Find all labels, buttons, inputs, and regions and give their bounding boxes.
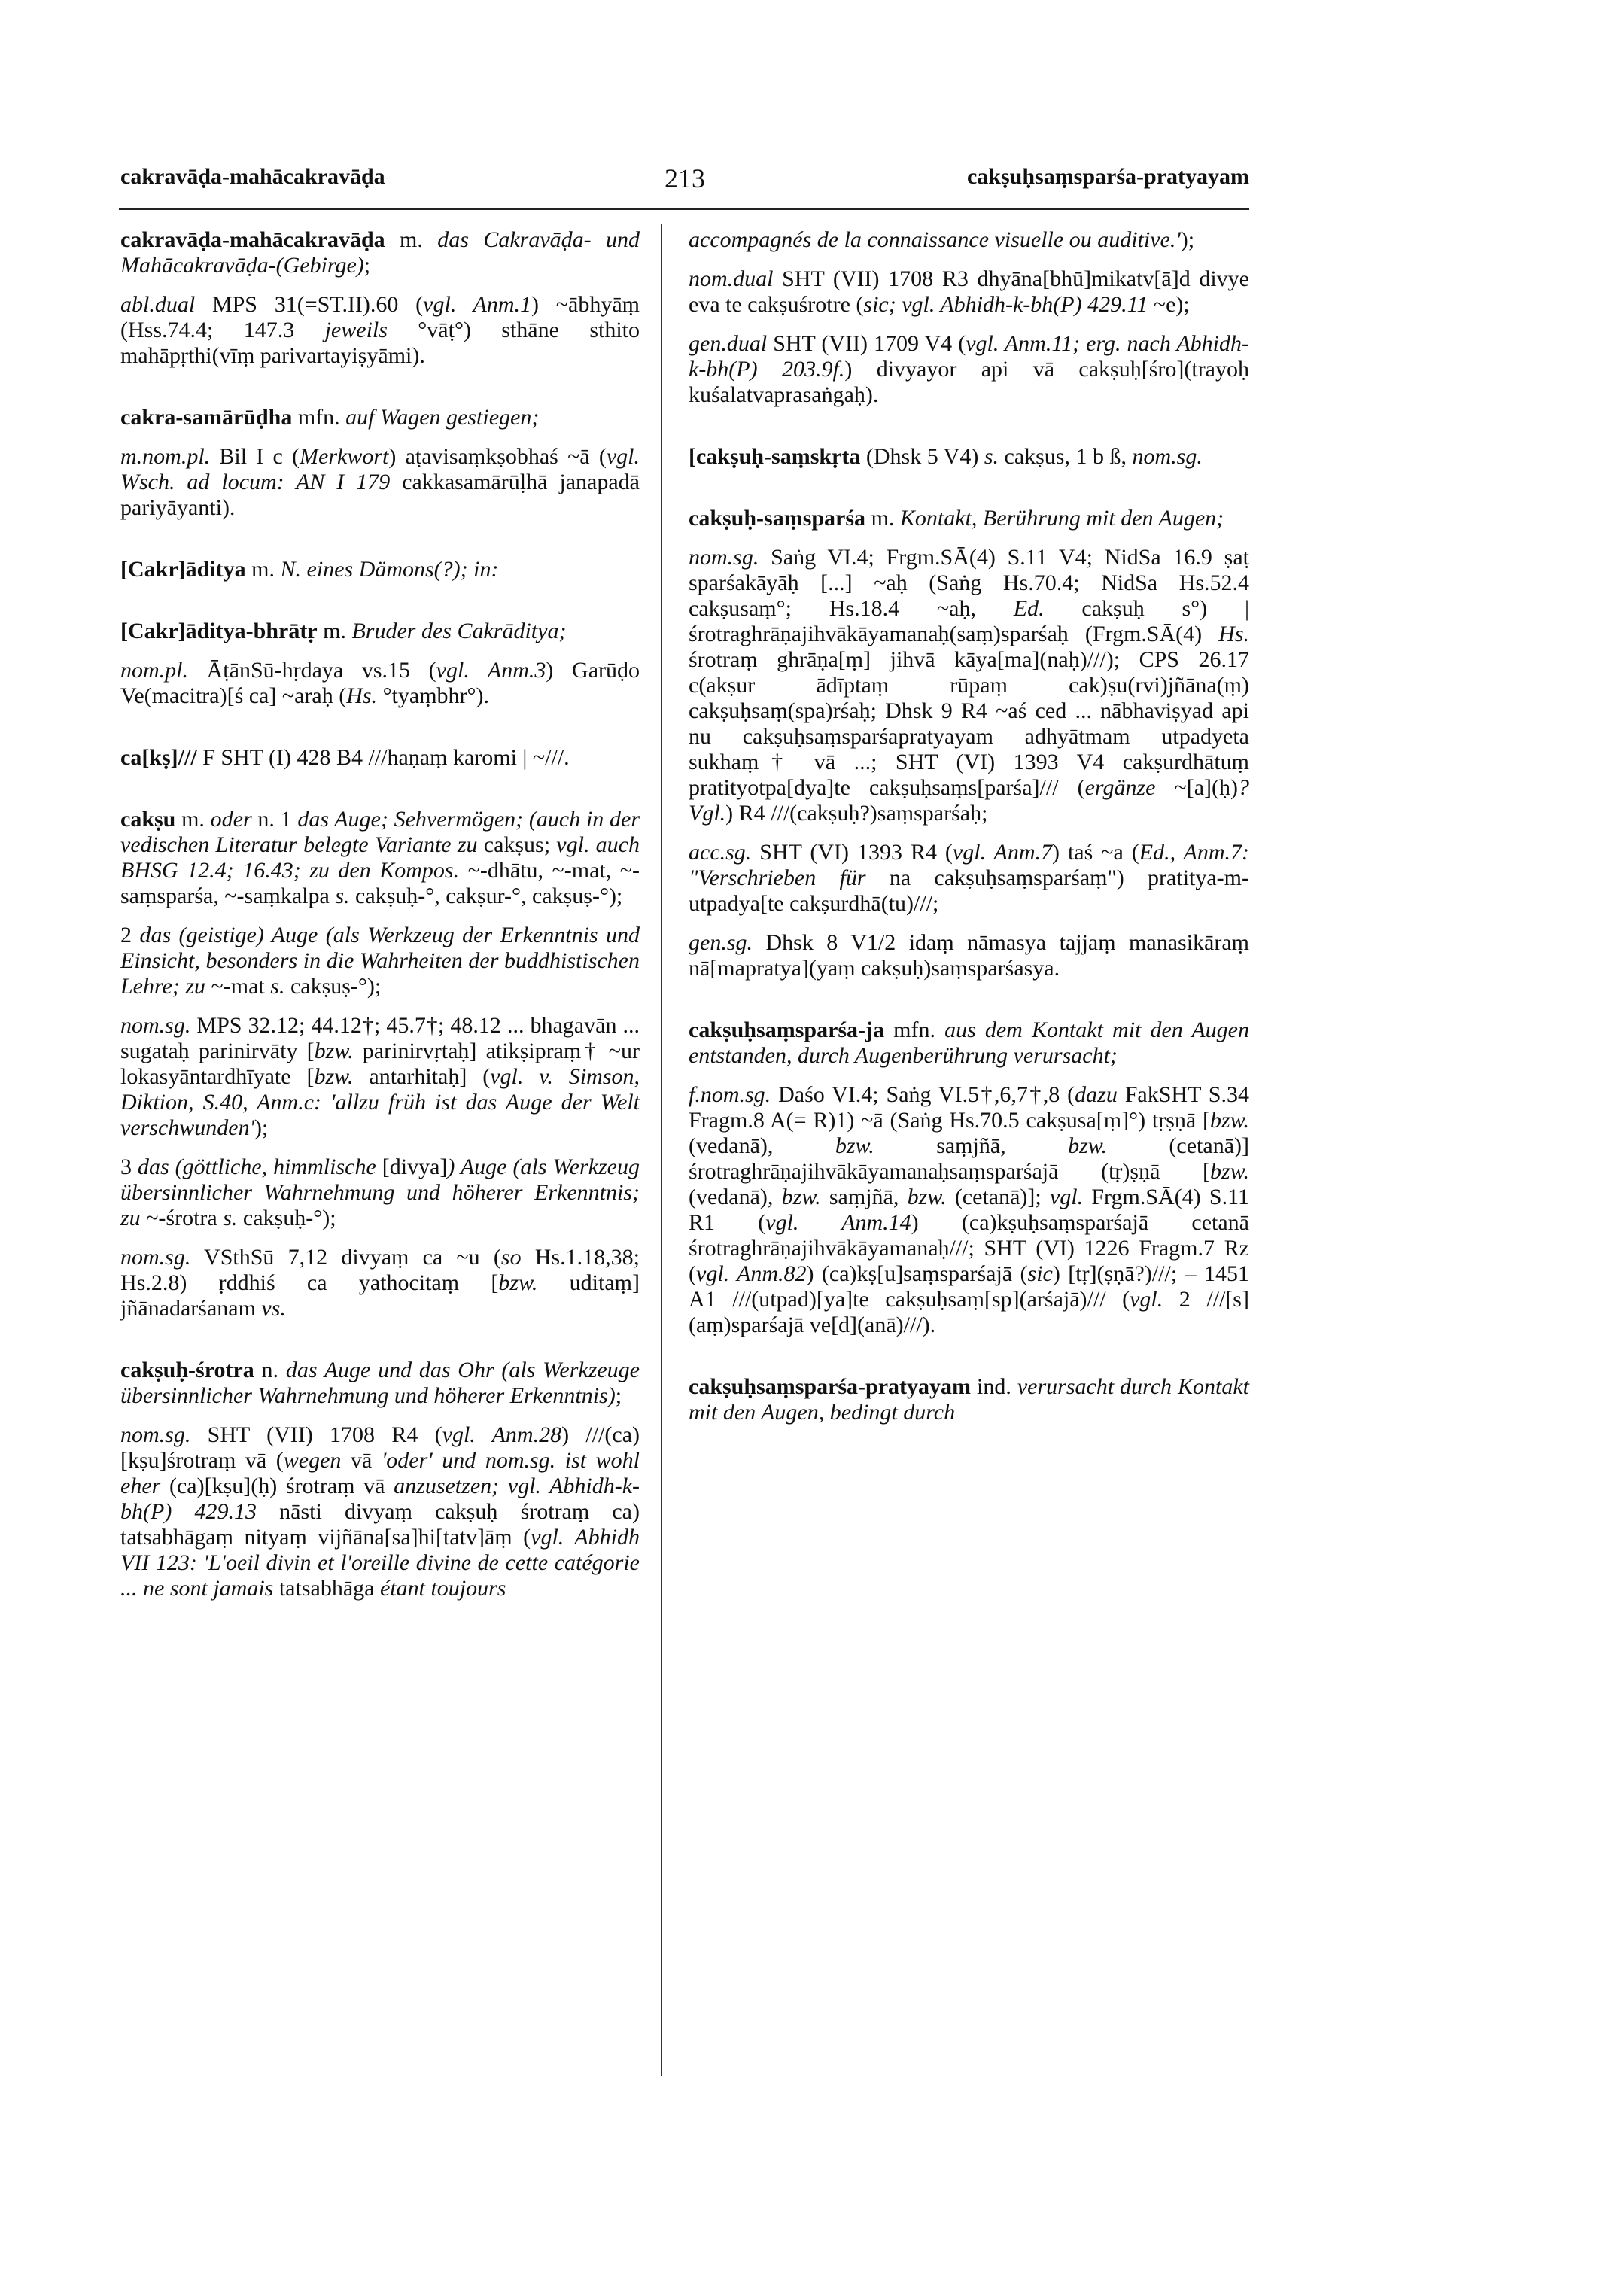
text-run: nāsti divyaṃ cakṣuḥ śrotraṃ ca) tatsabhāgaṃ nityaṃ vijñāna[sa]hi[tatv]āṃ ( — [120, 1499, 640, 1550]
text-run: n. — [254, 1358, 286, 1382]
entry-citation — [120, 658, 640, 709]
italic-gloss: sic; vgl. Abhidh-k-bh(P) 429.11 — [863, 292, 1148, 317]
text-run: ); — [1180, 227, 1195, 252]
dictionary-entry — [689, 227, 1249, 408]
text-run: (cetanā)] śrotraghrāṇajihvākāyamanaḥsaṃsparśajā (tṛ)ṣṇā [ — [689, 1133, 1249, 1184]
italic-gloss: vs. — [261, 1296, 286, 1321]
italic-gloss: nom.sg. — [120, 1013, 191, 1038]
text-run: ) (ca)kṣ[u]saṃsparśajā ( — [806, 1261, 1028, 1286]
italic-gloss: nom.pl. — [120, 658, 188, 683]
italic-gloss: bzw. — [498, 1270, 538, 1295]
text-run: mfn. — [292, 405, 346, 430]
italic-gloss: acc.sg. — [689, 840, 752, 865]
text-run: ~-śrotra — [140, 1206, 224, 1230]
entry-lemma-line — [120, 619, 640, 644]
italic-gloss: vgl. Anm.28 — [442, 1422, 562, 1447]
text-run: ind. — [971, 1374, 1017, 1399]
italic-gloss: anzusetzen; vgl. Abhidh-k-bh(P) 429.13 — [120, 1474, 640, 1524]
italic-gloss: verursacht durch Kontakt mit den Augen, bedingt durch — [689, 1374, 1249, 1425]
headword: [cakṣuḥ-saṃskṛta — [689, 444, 861, 469]
headword: cakra-samārūḍha — [120, 405, 293, 430]
text-run: (vedanā), — [689, 1185, 782, 1209]
italic-gloss: oder — [210, 807, 252, 832]
text-run: śrotraṃ ghrāṇa[ṃ] jihvā kāya[ma](naḥ)///); CPS 26.17 c(akṣur ādīptaṃ rūpaṃ cak)ṣu(rvi)jñāna(ṃ) cakṣuḥsaṃ(spa)rśaḥ; Dhsk 9 R4 ~aś ced ... nābhaviṣyad api nu cakṣuḥsaṃsparśapratyayam adhyātmam utpadyeta sukhaṃ† vā ...; SHT (VI) 1393 V4 cakṣurdhātuṃ pratityotpa[dya]te cakṣuḥsaṃs[parśa]/// ( — [689, 647, 1249, 800]
italic-gloss: das (göttliche, himmlische — [138, 1154, 376, 1179]
text-run: 3 — [120, 1154, 138, 1179]
italic-gloss: bzw. — [1210, 1108, 1249, 1133]
text-run: ~e); — [1148, 292, 1190, 317]
italic-gloss: bzw. — [835, 1133, 874, 1158]
italic-gloss: m.nom.pl. — [120, 444, 211, 469]
entry-lemma-line — [120, 557, 640, 582]
entry-lemma-line — [120, 745, 640, 771]
dictionary-entry — [689, 506, 1249, 981]
entry-citation — [689, 545, 1249, 826]
headword: cakravāḍa-mahācakravāḍa — [120, 227, 385, 252]
italic-gloss: vgl. Anm.11; erg. nach Abhidh-k-bh(P) 203.9f. — [689, 331, 1249, 382]
entry-lemma-line — [120, 807, 640, 909]
entry-citation — [120, 923, 640, 999]
dictionary-entry — [120, 1358, 640, 1601]
italic-gloss: ) Auge (als Werkzeug übersinnlicher Wahrnehmung und höherer Erkenntnis; zu — [120, 1154, 640, 1230]
dictionary-entry — [120, 405, 640, 521]
text-run: saṃjñā, — [820, 1185, 908, 1209]
italic-gloss: s. — [335, 884, 350, 908]
italic-gloss: vgl. Anm.1 — [423, 292, 532, 317]
header-last-headword: cakṣuḥsaṃsparśa-pratyayam — [966, 164, 1249, 189]
italic-gloss: Hs. — [346, 683, 378, 708]
column-separator — [661, 224, 662, 2076]
italic-gloss: wegen — [283, 1448, 342, 1473]
text-run: cakṣus; — [477, 832, 557, 857]
italic-gloss: étant toujours — [379, 1576, 506, 1601]
entry-lemma-line — [689, 1374, 1249, 1425]
text-run: F SHT (I) 428 B4 ///haṇaṃ karomi | ~///. — [196, 745, 570, 770]
italic-gloss: f.nom.sg. — [689, 1082, 771, 1107]
text-run: ) divyayor api vā cakṣuḥ[śro](trayoḥ kuśalatvaprasaṅgaḥ). — [689, 357, 1249, 407]
italic-gloss: bzw. — [314, 1039, 354, 1063]
page-number: 213 — [665, 163, 705, 193]
italic-gloss: s. — [223, 1206, 238, 1230]
text-run: FakSHT S.34 Fragm.8 A(= R)1) ~ā (Saṅg Hs.70.5 cakṣusa[ṃ]°) tṛṣṇā [ — [689, 1082, 1249, 1133]
entry-citation — [120, 1154, 640, 1231]
header-first-headword: cakravāḍa-mahācakravāḍa — [120, 164, 385, 189]
dictionary-entry — [689, 1374, 1249, 1425]
italic-gloss: vgl. Anm.82 — [696, 1261, 807, 1286]
italic-gloss: N. eines Dämons(?); in: — [280, 557, 499, 582]
entry-citation — [120, 1245, 640, 1322]
entry-lemma-line — [120, 227, 640, 278]
italic-gloss: Ed., Anm.7: "Verschrieben für — [689, 840, 1249, 890]
italic-gloss: Merkwort — [300, 444, 389, 469]
text-run: mfn. — [884, 1017, 945, 1042]
entry-citation — [120, 292, 640, 369]
italic-gloss: s. — [270, 974, 285, 999]
text-run: ) Garūḍo Ve(macitra)[ś ca] ~araḥ ( — [120, 658, 640, 708]
text-run: 2 — [120, 923, 140, 947]
right-column — [689, 227, 1249, 1461]
text-run: cakkasamārūḷhā janapadā pariyāyanti). — [120, 470, 640, 520]
text-run: Bil I c ( — [210, 444, 300, 469]
italic-gloss: vgl. — [1130, 1287, 1163, 1312]
italic-gloss: aus dem Kontakt mit den Augen entstanden, durch Augenberührung verursacht; — [689, 1017, 1249, 1068]
text-run: uditaṃ] jñānadarśanam — [120, 1270, 640, 1321]
entry-lemma-line — [120, 405, 640, 430]
italic-gloss: das Cakravāḍa- und Mahācakravāḍa-(Gebirge) — [120, 227, 640, 278]
italic-gloss: s. — [984, 444, 999, 469]
entry-lemma-line — [689, 506, 1249, 531]
italic-gloss: Bruder des Cakrāditya; — [351, 619, 567, 643]
entry-citation — [689, 266, 1249, 318]
text-run: °tyaṃbhr°). — [377, 683, 490, 708]
text-run: ~-dhātu, ~-mat, ~-saṃsparśa, ~-saṃkalpa — [120, 858, 640, 908]
italic-gloss: das Auge; Sehvermögen; (auch in der vedischen Literatur belegte Variante zu — [120, 807, 640, 857]
italic-gloss: nom.dual — [689, 266, 774, 291]
italic-gloss: Kontakt, Berührung mit den Augen; — [899, 506, 1224, 531]
text-run: m. — [385, 227, 438, 252]
text-run: ~-mat — [205, 974, 271, 999]
italic-gloss: vgl. Anm.3 — [436, 658, 546, 683]
dictionary-entry — [120, 745, 640, 771]
italic-gloss: nom.sg. — [120, 1422, 191, 1447]
text-run: (Dhsk 5 V4) — [860, 444, 984, 469]
text-run: 2 ///[s](aṃ)sparśajā ve[d](anā)///). — [689, 1287, 1249, 1337]
text-run: ; — [615, 1383, 622, 1408]
text-run: tatsabhāga — [273, 1576, 380, 1601]
dictionary-entry — [120, 807, 640, 1322]
text-run: cakṣuḥ s°) | śrotraghrāṇajihvākāyamanaḥ(saṃ)sparśaḥ (Frgm.SĀ(4) — [689, 596, 1249, 646]
italic-gloss: auf Wagen gestiegen; — [345, 405, 540, 430]
italic-gloss: vgl. Anm.14 — [765, 1210, 911, 1235]
text-run: m. — [317, 619, 352, 643]
entry-lemma-line — [689, 1017, 1249, 1069]
italic-gloss: ? Vgl. — [689, 775, 1250, 826]
dictionary-entry — [120, 227, 640, 369]
dictionary-entry — [120, 619, 640, 709]
italic-gloss: bzw. — [314, 1064, 354, 1089]
italic-gloss: Ed. — [1013, 596, 1045, 621]
text-run: cakṣus, 1 b ß, — [999, 444, 1133, 469]
entry-citation — [689, 1082, 1249, 1338]
headword: cakṣu — [120, 807, 176, 832]
italic-gloss: bzw. — [907, 1185, 947, 1209]
italic-gloss: Hs. — [1218, 622, 1249, 646]
italic-gloss: so — [500, 1245, 522, 1270]
text-run: vā — [341, 1448, 382, 1473]
text-run: SHT (VII) 1709 V4 ( — [767, 331, 966, 356]
entry-lemma-line — [689, 444, 1249, 470]
italic-gloss: abl.dual — [120, 292, 196, 317]
text-run: Hs.1.18,38; Hs.2.8) ṛddhiś ca yathocitaṃ [ — [120, 1245, 640, 1295]
text-run: ; — [363, 253, 371, 278]
italic-gloss: vgl. v. Simson, Diktion, S.40, Anm.c: 'allzu früh ist das Auge der Welt verschwunden' — [120, 1064, 640, 1140]
running-header — [120, 164, 1249, 209]
text-run: SHT (VII) 1708 R4 ( — [190, 1422, 442, 1447]
headword: cakṣuḥ-saṃsparśa — [689, 506, 866, 531]
text-run: [divya] — [376, 1154, 448, 1179]
text-run: Frgm.SĀ(4) S.11 R1 ( — [689, 1185, 1249, 1235]
text-run: (ca)[kṣu](ḥ) śrotraṃ vā — [160, 1474, 394, 1498]
entry-citation — [120, 444, 640, 521]
text-run: ) aṭavisaṃkṣobhaś ~ā ( — [388, 444, 607, 469]
italic-gloss: sic — [1027, 1261, 1053, 1286]
entry-citation — [689, 930, 1249, 981]
text-run: m. — [865, 506, 900, 531]
headword: cakṣuḥsaṃsparśa-ja — [689, 1017, 885, 1042]
text-run: °vāṭ°) sthāne sthito mahāpṛthi(vīṃ parivartayiṣyāmi). — [120, 318, 640, 368]
entry-citation — [120, 1422, 640, 1601]
italic-gloss: gen.dual — [689, 331, 768, 356]
italic-gloss: ergänze — [1084, 775, 1156, 800]
italic-gloss: nom.sg. — [1132, 444, 1203, 469]
text-run: VSthSū 7,12 divyaṃ ca ~u ( — [190, 1245, 501, 1270]
text-run: ) [tṛ](ṣṇā?)///; – 1451 A1 ///(utpad)[ya]te cakṣuḥsaṃ[sp](arśajā)/// ( — [689, 1261, 1249, 1312]
text-run: SHT (VII) 1708 R3 dhyāna[bhū]mikatv[ā]d divye eva te cakṣuśrotre ( — [689, 266, 1249, 317]
text-run: MPS 32.12; 44.12†; 45.7†; 48.12 ... bhagavān ... sugataḥ parinirvāty [ — [120, 1013, 640, 1063]
italic-gloss: accompagnés de la connaissance visuelle ou auditive.' — [689, 227, 1181, 252]
headword: [Cakr]āditya — [120, 557, 246, 582]
text-run: cakṣuḥ-°); — [237, 1206, 336, 1230]
text-run: n. 1 — [251, 807, 298, 832]
italic-gloss: 'oder' und nom.sg. ist wohl eher — [120, 1448, 640, 1498]
entry-lemma-line — [689, 227, 1249, 253]
dictionary-entry — [689, 1017, 1249, 1338]
text-run: Dhsk 8 V1/2 idaṃ nāmasya tajjaṃ manasikāraṃ nā[mapratya](yaṃ cakṣuḥ)saṃsparśasya. — [689, 930, 1249, 981]
text-run: ) R4 ///(cakṣuḥ?)saṃsparśaḥ; — [725, 801, 988, 826]
dictionary-entry — [689, 444, 1249, 470]
italic-gloss: vgl. — [1049, 1185, 1084, 1209]
text-run: Daśo VI.4; Saṅg VI.5†,6,7†,8 ( — [771, 1082, 1075, 1107]
text-run: ) ///(ca)[kṣu]śrotraṃ vā ( — [120, 1422, 640, 1473]
italic-gloss: dazu — [1075, 1082, 1118, 1107]
headword: ca[kṣ]/// — [120, 745, 197, 770]
text-run: Saṅg VI.4; Frgm.SĀ(4) S.11 V4; NidSa 16.9 ṣaṭ sparśakāyāḥ [...] ~aḥ (Saṅg Hs.70.4; NidSa Hs.52.4 cakṣusaṃ°; Hs.18.4 ~aḥ, — [689, 545, 1249, 621]
text-run: (vedanā), — [689, 1133, 835, 1158]
headword: [Cakr]āditya-bhrātṛ — [120, 619, 318, 643]
text-run: ) (ca)kṣuḥsaṃsparśajā cetanā śrotraghrāṇajihvākāyamanaḥ///; SHT (VI) 1226 Fragm.7 Rz ( — [689, 1210, 1249, 1286]
dictionary-entry — [120, 557, 640, 582]
text-run: ); — [254, 1115, 269, 1140]
italic-gloss: nom.sg. — [120, 1245, 191, 1270]
text-run: MPS 31(=ST.II).60 ( — [195, 292, 424, 317]
text-run: m. — [245, 557, 281, 582]
entry-lemma-line — [120, 1358, 640, 1409]
text-run: saṃjñā, — [874, 1133, 1069, 1158]
italic-gloss: gen.sg. — [689, 930, 753, 955]
text-run: ) ~ābhyāṃ (Hss.74.4; 147.3 — [120, 292, 640, 342]
left-column — [120, 227, 640, 1638]
entry-citation — [120, 1013, 640, 1141]
entry-citation — [689, 331, 1249, 408]
entry-citation — [689, 840, 1249, 917]
header-rule — [119, 208, 1249, 210]
text-run: antarhitaḥ] ( — [353, 1064, 491, 1089]
italic-gloss: bzw. — [1210, 1159, 1249, 1184]
text-run: parinirvṛtaḥ] atikṣipraṃ† ~ur lokasyāntardhīyate [ — [120, 1039, 640, 1089]
text-run: ~[a](ḥ) — [1155, 775, 1239, 800]
text-run: cakṣuḥ-°, cakṣur-°, cakṣuṣ-°); — [349, 884, 623, 908]
text-run: ) taś ~a ( — [1052, 840, 1139, 865]
italic-gloss: jeweils — [324, 318, 388, 342]
text-run: na cakṣuḥsaṃsparśaṃ") pratitya-m-utpadya[te cakṣurdhā(tu)///; — [689, 865, 1249, 916]
italic-gloss: bzw. — [1068, 1133, 1108, 1158]
italic-gloss: vgl. Wsch. ad locum: AN I 179 — [120, 444, 640, 494]
text-run: (cetanā)]; — [946, 1185, 1050, 1209]
italic-gloss: das Auge und das Ohr (als Werkzeuge übersinnlicher Wahrnehmung und höherer Erkenntnis) — [120, 1358, 640, 1408]
italic-gloss: das (geistige) Auge (als Werkzeug der Erkenntnis und Einsicht, besonders in die Wahrheiten der buddhistischen Lehre; zu — [120, 923, 640, 999]
italic-gloss: vgl. Abhidh VII 123: 'L'oeil divin et l'oreille divine de cette catégorie ... ne sont jamais — [120, 1525, 640, 1601]
headword: cakṣuḥ-śrotra — [120, 1358, 254, 1382]
italic-gloss: vgl. auch BHSG 12.4; 16.43; zu den Kompos. — [120, 832, 640, 883]
text-run: m. — [175, 807, 211, 832]
italic-gloss: bzw. — [781, 1185, 821, 1209]
text-run: cakṣuṣ-°); — [284, 974, 382, 999]
text-run: ĀṭānSū-hṛdaya vs.15 ( — [188, 658, 436, 683]
italic-gloss: vgl. Anm.7 — [952, 840, 1052, 865]
text-run: SHT (VI) 1393 R4 ( — [751, 840, 953, 865]
italic-gloss: nom.sg. — [689, 545, 759, 570]
headword: cakṣuḥsaṃsparśa-pratyayam — [689, 1374, 972, 1399]
